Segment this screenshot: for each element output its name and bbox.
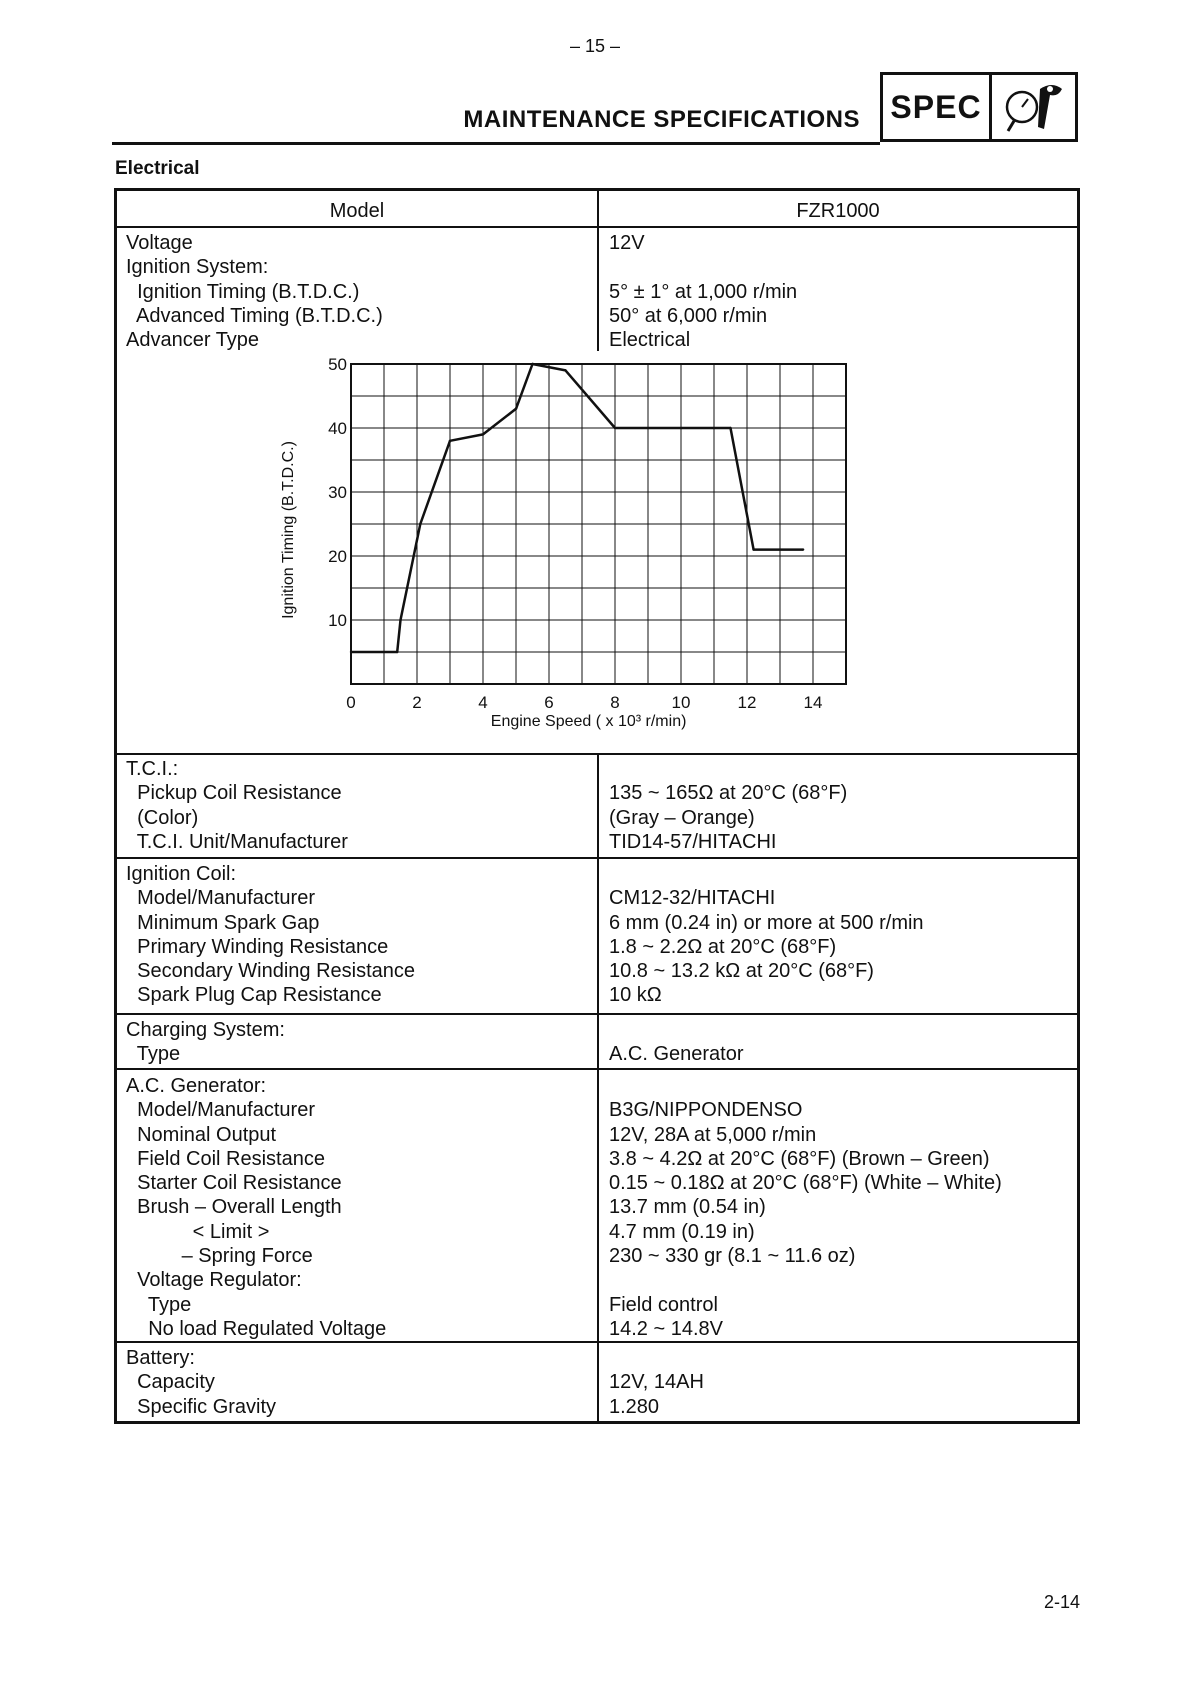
timing-curve-line bbox=[351, 364, 803, 652]
spec-values-tci: 135 ~ 165Ω at 20°C (68°F) (Gray – Orange) TID14-57/HITACHI bbox=[609, 782, 848, 853]
row-divider bbox=[117, 857, 1077, 859]
timing-curve-point bbox=[614, 427, 616, 429]
y-axis-label: Ignition Timing (B.T.D.C.) bbox=[280, 441, 297, 619]
gauge-wrench-icon bbox=[992, 75, 1075, 139]
timing-curve-point bbox=[729, 427, 731, 429]
page-code: 2-14 bbox=[1044, 1592, 1081, 1612]
spec-labels-charging: Charging System: Type bbox=[126, 1019, 285, 1066]
y-tick-label: 50 bbox=[328, 355, 347, 374]
x-tick-label: 12 bbox=[737, 693, 757, 712]
ignition-timing-chart bbox=[117, 191, 1077, 758]
spec-labels-battery: Battery: Capacity Specific Gravity bbox=[126, 1347, 277, 1418]
timing-curve-point bbox=[419, 523, 421, 525]
x-tick-label: 8 bbox=[610, 693, 620, 712]
spec-values-ignition-coil: CM12-32/HITACHI 6 mm (0.24 in) or more at 500 r/min 1.8 ~ 2.2Ω at 20°C (68°F) 10.8 ~ 13.2 kΩ at 20°C (68°F) 10 kΩ bbox=[609, 887, 924, 1007]
timing-curve-point bbox=[802, 548, 804, 550]
row-divider bbox=[117, 1068, 1077, 1070]
timing-curve-point bbox=[564, 369, 566, 371]
column-header-fzr1000: FZR1000 bbox=[796, 200, 880, 222]
spec-labels-tci: T.C.I.: Pickup Coil Resistance (Color) T.C.I. Unit/Manufacturer bbox=[126, 758, 348, 853]
spec-labels-ignition: Voltage Ignition System: Ignition Timing (B.T.D.C.) Advanced Timing (B.T.D.C.) Advancer Type bbox=[126, 232, 383, 352]
page-number: – 15 – bbox=[569, 36, 621, 56]
timing-curve-point bbox=[396, 651, 398, 653]
spec-values-ac-generator: B3G/NIPPONDENSO 12V, 28A at 5,000 r/min 3.8 ~ 4.2Ω at 20°C (68°F) (Brown – Green) 0.15 ~ 0.18Ω at 20°C (68°F) (White – White) 13.7 mm (0.54 in) 4.7 mm (0.19 in) 230 ~ 330 gr (8.1 ~ 11.6 oz) Field control 14.2 ~ 14.8V bbox=[609, 1099, 1002, 1340]
y-tick-label: 10 bbox=[328, 611, 347, 630]
column-divider bbox=[597, 755, 599, 1421]
x-tick-label: 10 bbox=[671, 693, 691, 712]
column-header-model: Model bbox=[329, 200, 385, 222]
y-tick-label: 20 bbox=[328, 547, 347, 566]
timing-curve-point bbox=[350, 651, 352, 653]
x-tick-label: 0 bbox=[346, 693, 356, 712]
y-tick-label: 30 bbox=[328, 483, 347, 502]
spec-labels-ignition-coil: Ignition Coil: Model/Manufacturer Minimum Spark Gap Primary Winding Resistance Secondary Winding Resistance Spark Plug Cap Resistance bbox=[126, 863, 416, 1007]
spec-badge bbox=[880, 72, 1078, 142]
spec-values-battery: 12V, 14AH 1.280 bbox=[609, 1371, 704, 1418]
x-tick-label: 4 bbox=[478, 693, 488, 712]
spec-values-charging: A.C. Generator bbox=[609, 1043, 744, 1066]
spec-table bbox=[114, 188, 1080, 1424]
spec-values-ignition: 12V 5° ± 1° at 1,000 r/min 50° at 6,000 r/min Electrical bbox=[609, 232, 798, 352]
timing-curve-point bbox=[752, 548, 754, 550]
x-tick-label: 6 bbox=[544, 693, 554, 712]
timing-curve-point bbox=[515, 408, 517, 410]
ignition-timing-chart-svg bbox=[117, 191, 1077, 753]
y-tick-label: 40 bbox=[328, 419, 347, 438]
timing-curve-point bbox=[449, 440, 451, 442]
row-divider bbox=[117, 1013, 1077, 1015]
timing-curve-point bbox=[531, 363, 533, 365]
timing-curve-point bbox=[482, 433, 484, 435]
spec-labels-ac-generator: A.C. Generator: Model/Manufacturer Nominal Output Field Coil Resistance Starter Coil Resistance Brush – Overall Length < Limit > – Spring Force Voltage Regulator: Type No load Regulated Voltage bbox=[126, 1075, 387, 1340]
row-divider bbox=[117, 753, 1077, 755]
x-tick-label: 2 bbox=[412, 693, 422, 712]
row-divider bbox=[117, 1341, 1077, 1343]
x-axis-label: Engine Speed ( x 10³ r/min) bbox=[490, 713, 687, 730]
page-title: MAINTENANCE SPECIFICATIONS bbox=[463, 106, 860, 133]
x-tick-label: 14 bbox=[803, 693, 823, 712]
section-title: Electrical bbox=[115, 158, 200, 179]
spec-badge-label: SPEC bbox=[883, 75, 992, 139]
title-underline bbox=[112, 142, 880, 145]
timing-curve-point bbox=[399, 619, 401, 621]
